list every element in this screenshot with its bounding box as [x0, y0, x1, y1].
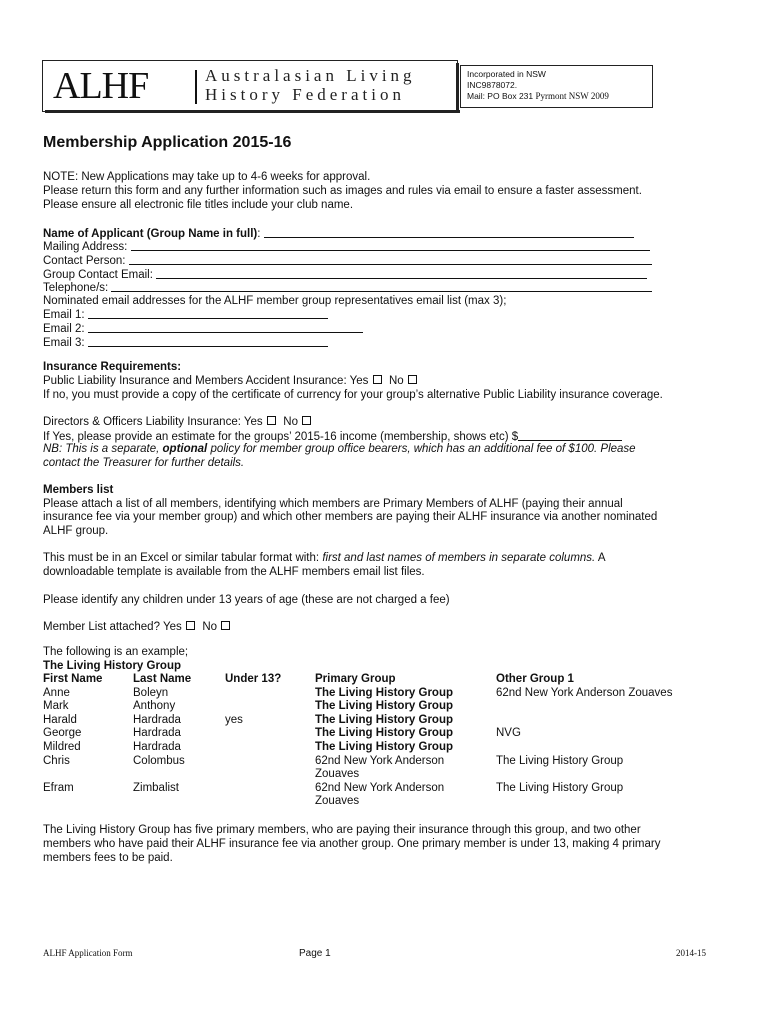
cell-last-name: Anthony [133, 700, 176, 713]
header-under-13: Under 13? [225, 673, 282, 685]
cell-under-13 [225, 687, 315, 701]
header-first-name: First Name [43, 673, 103, 685]
cell-primary-group: The Living History Group [315, 727, 454, 740]
insurance-heading: Insurance Requirements: [43, 361, 182, 373]
example-row [43, 727, 696, 741]
cell-primary-group: The Living History Group [315, 713, 454, 726]
members-heading: Members list [43, 484, 114, 496]
org-name-line-1: Australasian Living [205, 66, 416, 85]
cell-under-13 [225, 782, 315, 809]
incorporation-box [460, 65, 653, 108]
email-2-field[interactable]: Email 2: [43, 322, 363, 337]
cell-other-group: The Living History Group [496, 754, 624, 767]
example-row [43, 755, 696, 782]
cell-other-group: NVG [496, 727, 521, 740]
cell-last-name: Hardrada [133, 727, 181, 740]
group-email-field[interactable]: Group Contact Email: [43, 268, 647, 283]
nb-note-line-1: NB: This is a separate, optional policy for member group office bearers, which has an additional fee of $100. Please [43, 443, 636, 455]
note-line-3: Please ensure all electronic file titles include your club name. [43, 199, 354, 211]
income-estimate-field[interactable]: If Yes, please provide an estimate for the groups’ 2015-16 income (membership, shows etc) $ [43, 430, 622, 445]
note-line-2: Please return this form and any further information such as images and rules via email to ensure a faster assessment. [43, 185, 642, 197]
member-list-no-checkbox[interactable] [221, 621, 230, 630]
example-row [43, 741, 696, 755]
cell-primary-group: 62nd New York Anderson Zouaves [315, 754, 445, 781]
public-liability-note: If no, you must provide a copy of the certificate of currency for your group’s alternative Public Liability insurance coverage. [43, 389, 663, 401]
members-para-2-line-1: This must be in an Excel or similar tabular format with: first and last names of members in separate columns. A [43, 552, 606, 564]
cell-last-name: Hardrada [133, 713, 181, 726]
group-name-field[interactable]: Name of Applicant (Group Name in full): [43, 227, 634, 242]
summary-line-1: The Living History Group has five primary members, who are paying their insurance through this group, and two other [43, 824, 641, 836]
cell-other-group: 62nd New York Anderson Zouaves [496, 686, 673, 699]
footer-year: 2014-15 [676, 948, 706, 958]
public-liability-no-checkbox[interactable] [408, 375, 417, 384]
summary-line-2: members who have paid their ALHF insurance fee via another group. One primary member is under 13, making 4 primary [43, 838, 661, 850]
cell-under-13 [225, 741, 315, 755]
example-members-table [43, 673, 696, 809]
example-row [43, 687, 696, 701]
example-intro: The following is an example; [43, 646, 189, 658]
footer-page-number: Page 1 [299, 948, 331, 959]
cell-first-name: Anne [43, 686, 70, 699]
public-liability-yes-checkbox[interactable] [373, 375, 382, 384]
contact-person-field[interactable]: Contact Person: [43, 254, 652, 269]
cell-under-13 [225, 700, 315, 714]
nb-note-line-2: contact the Treasurer for further details. [43, 457, 245, 469]
members-para-2-line-2: downloadable template is available from the ALHF members email list files. [43, 566, 425, 578]
example-group-title: The Living History Group [43, 660, 182, 672]
member-list-yes-checkbox[interactable] [186, 621, 195, 630]
members-para-1-line-1: Please attach a list of all members, identifying which members are Primary Members of ALHF (paying their annual [43, 498, 623, 510]
cell-first-name: George [43, 727, 82, 740]
cell-other-group [496, 741, 696, 755]
cell-other-group: The Living History Group [496, 781, 624, 794]
header-primary-group: Primary Group [315, 673, 396, 685]
cell-first-name: Harald [43, 713, 77, 726]
mailing-address-field[interactable]: Mailing Address: [43, 240, 650, 255]
header-last-name: Last Name [133, 673, 192, 685]
cell-under-13 [225, 755, 315, 782]
cell-other-group [496, 714, 696, 728]
cell-primary-group: The Living History Group [315, 700, 454, 713]
members-para-1-line-2: insurance fee via your member group) and which other members are paying their ALHF insurance via another nominated [43, 511, 658, 523]
email-3-field[interactable]: Email 3: [43, 336, 328, 351]
example-header-row [43, 673, 696, 687]
cell-last-name: Boleyn [133, 686, 169, 699]
org-name-line-2: History Federation [205, 85, 405, 104]
directors-liability-yes-checkbox[interactable] [267, 416, 276, 425]
public-liability-question: Public Liability Insurance and Members Accident Insurance: Yes No [43, 375, 418, 389]
example-row [43, 714, 696, 728]
cell-other-group [496, 700, 696, 714]
cell-under-13: yes [225, 713, 243, 726]
telephone-field[interactable]: Telephone/s: [43, 281, 652, 296]
cell-first-name: Mark [43, 700, 69, 713]
cell-primary-group: The Living History Group [315, 686, 454, 699]
directors-liability-question: Directors & Officers Liability Insurance: Yes No [43, 416, 312, 430]
children-note: Please identify any children under 13 years of age (these are not charged a fee) [43, 594, 450, 606]
email-1-field[interactable]: Email 1: [43, 308, 328, 323]
cell-first-name: Mildred [43, 740, 81, 753]
header-shadow-right [456, 63, 459, 113]
letterhead-logo-box [42, 60, 458, 112]
cell-last-name: Zimbalist [133, 781, 180, 794]
incorporation-number: INC9878072. [467, 80, 518, 90]
cell-first-name: Efram [43, 781, 74, 794]
page-title: Membership Application 2015-16 [43, 134, 292, 151]
cell-first-name: Chris [43, 754, 70, 767]
summary-line-3: members fees to be paid. [43, 852, 173, 864]
example-row [43, 700, 696, 714]
mail-address: Mail: PO Box 231 Pyrmont NSW 2009 [467, 91, 609, 101]
header-shadow [45, 110, 460, 113]
logo-divider [195, 70, 197, 104]
cell-last-name: Colombus [133, 754, 185, 767]
cell-last-name: Hardrada [133, 740, 181, 753]
header-other-group: Other Group 1 [496, 673, 574, 685]
alhf-logo: ALHF [53, 65, 149, 107]
member-list-attached-question: Member List attached? Yes No [43, 621, 231, 635]
incorporation-text: Incorporated in NSW [467, 69, 546, 79]
nominated-emails-label: Nominated email addresses for the ALHF member group representatives email list (max 3); [43, 295, 507, 307]
cell-primary-group: 62nd New York Anderson Zouaves [315, 781, 445, 808]
footer-form-name: ALHF Application Form [43, 948, 133, 958]
directors-liability-no-checkbox[interactable] [302, 416, 311, 425]
cell-under-13 [225, 727, 315, 741]
note-line-1: NOTE: New Applications may take up to 4-6 weeks for approval. [43, 171, 371, 183]
cell-primary-group: The Living History Group [315, 740, 454, 753]
example-row [43, 782, 696, 809]
members-para-1-line-3: ALHF group. [43, 525, 109, 537]
